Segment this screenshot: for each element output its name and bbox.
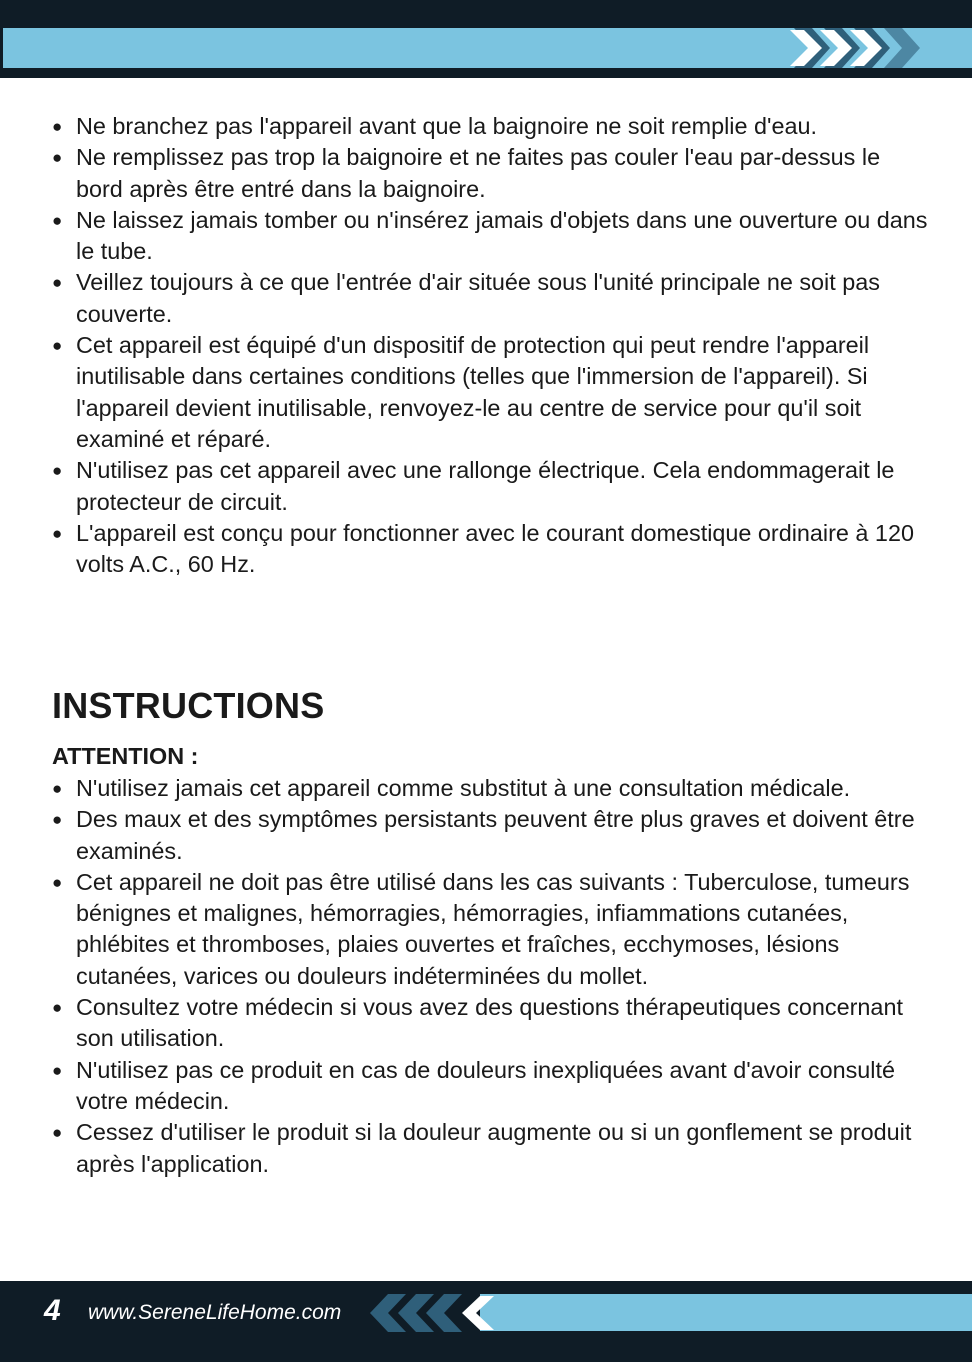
list-item: ● Cet appareil est équipé d'un dispositif de protection qui peut rendre l'appareil inutilisable dans certaines conditions (telles que l'immersion de l'appareil). Si l'appareil devient inutilisable, renvoyez-le au centre de service pour qu'il soit examiné et réparé. xyxy=(52,330,932,455)
list-item: ● Cessez d'utiliser le produit si la douleur augmente ou si un gonflement se produit après l'application. xyxy=(52,1117,932,1180)
attention-list xyxy=(52,773,932,1180)
footer-stripe xyxy=(480,1294,972,1331)
chevron-right-icon xyxy=(786,22,972,74)
list-item: ● Veillez toujours à ce que l'entrée d'air située sous l'unité principale ne soit pas couverte. xyxy=(52,267,932,330)
section-heading: INSTRUCTIONS xyxy=(52,685,325,726)
list-item: ● Ne remplissez pas trop la baignoire et ne faites pas couler l'eau par-dessus le bord après être entré dans la baignoire. xyxy=(52,142,932,205)
list-item: ● Ne branchez pas l'appareil avant que la baignoire ne soit remplie d'eau. xyxy=(52,111,932,142)
page-number: 4 xyxy=(44,1294,61,1327)
list-item: ● N'utilisez pas cet appareil avec une rallonge électrique. Cela endommagerait le protecteur de circuit. xyxy=(52,455,932,518)
list-item: ● L'appareil est conçu pour fonctionner avec le courant domestique ordinaire à 120 volts A.C., 60 Hz. xyxy=(52,518,932,581)
list-item: ● Ne laissez jamais tomber ou n'insérez jamais d'objets dans une ouverture ou dans le tube. xyxy=(52,205,932,268)
list-item: ● N'utilisez jamais cet appareil comme substitut à une consultation médicale. xyxy=(52,773,932,804)
list-item: ● Des maux et des symptômes persistants peuvent être plus graves et doivent être examinés. xyxy=(52,804,932,867)
list-item: ● Consultez votre médecin si vous avez des questions thérapeutiques concernant son utilisation. xyxy=(52,992,932,1055)
safety-list xyxy=(52,111,932,580)
website-link[interactable]: www.SereneLifeHome.com xyxy=(88,1301,342,1324)
chevron-left-icon xyxy=(366,1290,506,1336)
attention-label: ATTENTION : xyxy=(52,743,199,769)
list-item: ● Cet appareil ne doit pas être utilisé dans les cas suivants : Tuberculose, tumeurs bénignes et malignes, hémorragies, hémorragies, infiammations cutanées, phlébites et thromboses, plaies ouvertes et fraîches, ecchymoses, lésions cutanées, varices ou douleurs indéterminées du mollet. xyxy=(52,867,932,992)
list-item: ● N'utilisez pas ce produit en cas de douleurs inexpliquées avant d'avoir consulté votre médecin. xyxy=(52,1055,932,1118)
